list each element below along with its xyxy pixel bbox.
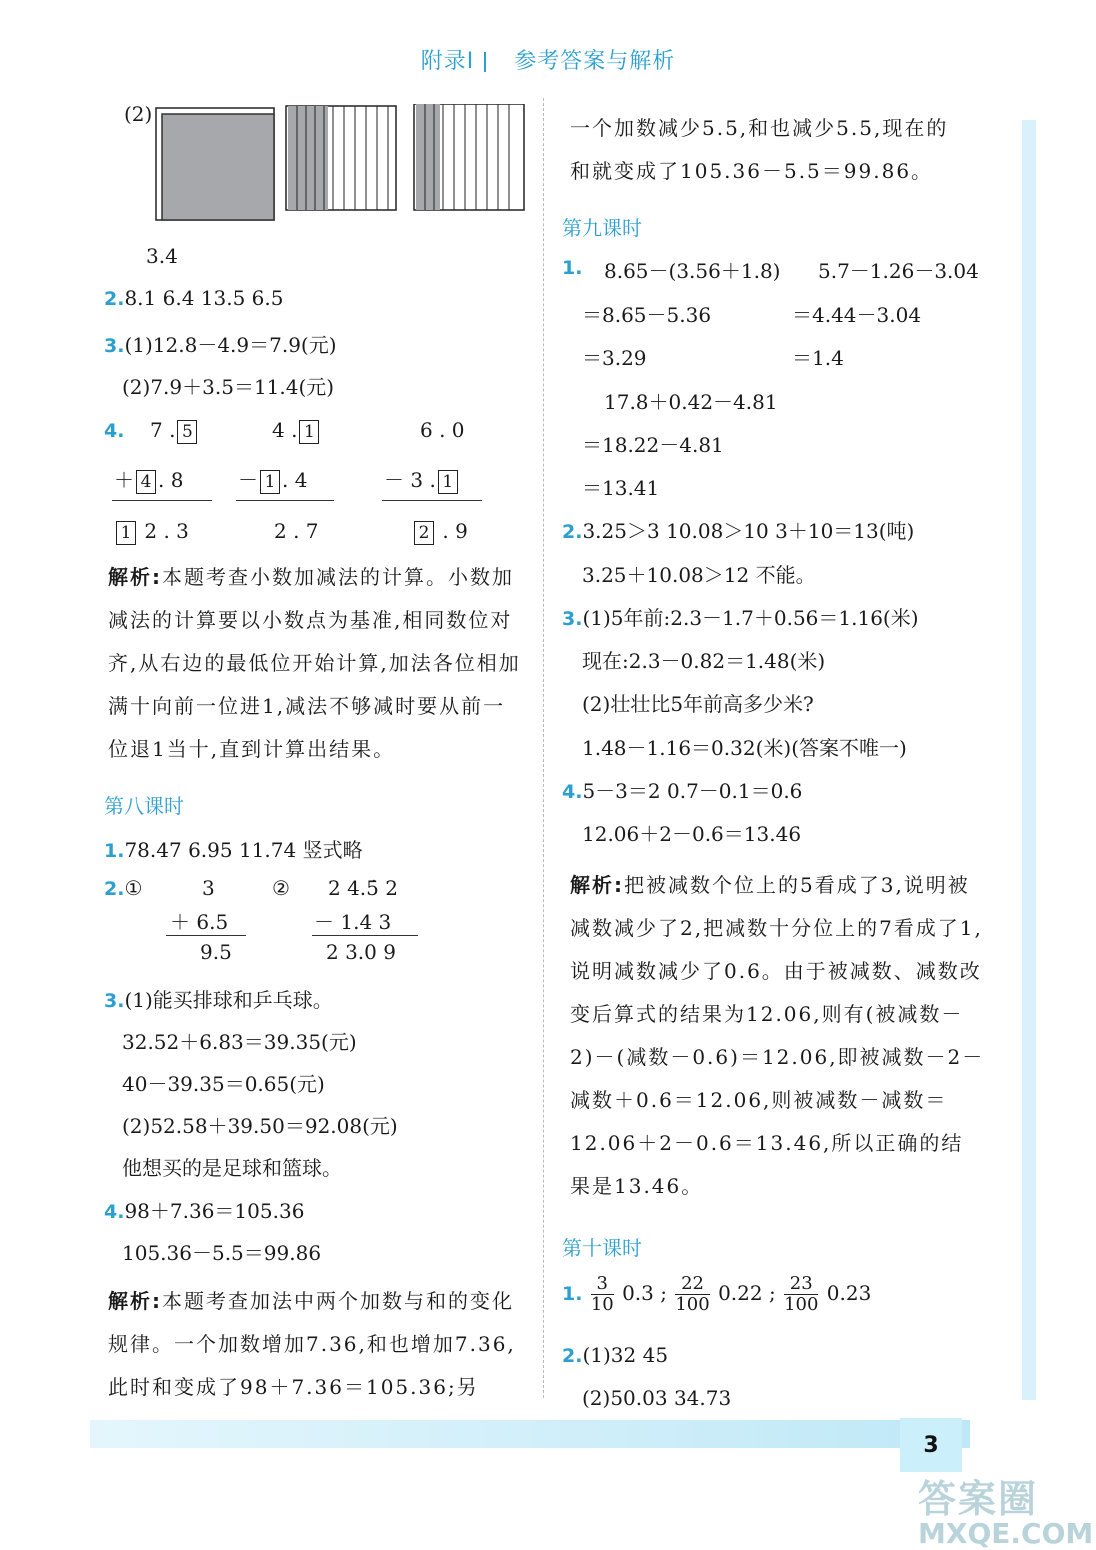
analysis-2-label: 解析:	[108, 1289, 162, 1313]
q2-number: 2.	[104, 288, 125, 310]
fraction-2-denominator: 100	[675, 1294, 710, 1315]
s9-q2-text1: 3.25＞3 10.08＞10 3＋10＝13(吨)	[582, 519, 915, 543]
q4b-row2-text: . 4	[282, 468, 308, 492]
s8-q2-number: 2.	[104, 878, 125, 900]
q4b-op: －	[238, 468, 258, 492]
s8-q2a-result: 9.5	[200, 940, 232, 964]
s9-q1-number: 1.	[562, 257, 583, 279]
s8-q1-text: 78.47 6.95 11.74 竖式略	[124, 838, 363, 862]
analysis-1-label: 解析:	[108, 565, 162, 589]
fraction-3-denominator: 100	[784, 1294, 819, 1315]
analysis-1-text: 本题考查小数加减法的计算。小数加减法的计算要以小数点为基准,相同数位对齐,从右边的最低位开始计算,加法各位相加满十向前一位进1,减法不够减时要从前一位退1当十,直到计算出结果。	[108, 565, 521, 761]
fraction-2	[675, 1274, 709, 1315]
fraction-3-numerator: 23	[789, 1273, 813, 1294]
s9-q1-l1b: 5.7－1.26－3.04	[818, 259, 979, 283]
q4b-row2	[238, 464, 307, 494]
q4c-rule	[382, 500, 482, 501]
s8-q2a-rule	[166, 935, 246, 936]
s9-q2-line1	[562, 515, 914, 544]
s9-q1-l6: ＝13.41	[582, 476, 660, 500]
page-number: 3	[900, 1418, 962, 1472]
q4a-row1-box: 5	[177, 420, 197, 444]
watermark	[918, 1468, 1093, 1550]
q3-text1: (1)12.8－4.9＝7.9(元)	[124, 333, 337, 357]
q1-label: (2)	[124, 102, 153, 126]
s9-q3-text3: (2)壮壮比5年前高多少米?	[582, 692, 814, 716]
s8-q3-text5: 他想买的是足球和篮球。	[122, 1156, 342, 1180]
analysis-3-label: 解析:	[570, 873, 624, 897]
watermark-line2: MXQE.COM	[918, 1517, 1094, 1550]
right-margin-bar	[1022, 120, 1036, 1400]
s8-q2a-row2-text: 6.5	[196, 910, 229, 934]
s8-q2a-row2	[170, 906, 228, 935]
s10-q2-number: 2.	[562, 1345, 583, 1367]
s9-q3-text2: 现在:2.3－0.82＝1.48(米)	[582, 649, 826, 673]
q4a-op: ＋	[114, 468, 134, 492]
fraction-1-denominator: 10	[590, 1294, 614, 1315]
s10-q2-text1: (1)32 45	[582, 1343, 669, 1367]
q4b-row1-box: 1	[299, 420, 319, 444]
s8-q4-number: 4.	[104, 1201, 125, 1223]
analysis-block-1	[108, 556, 523, 771]
s9-q1-l5: ＝18.22－4.81	[582, 433, 724, 457]
analysis-3-text: 把被减数个位上的5看成了3,说明被减数减少了2,把减数十分位上的7看成了1,说明减数减少了0.6。由于被减数、减数改变后算式的结果为12.06,则有(被减数－2)－(减数－0.6)＝12.06,即被减数－2－减数＋0.6＝12.06,则被减数－减数＝12.06＋2－0.6＝13.46,所以正确的结果是13.46。	[570, 873, 985, 1198]
q2-text: 8.1 6.4 13.5 6.5	[124, 286, 284, 310]
column-divider	[543, 98, 544, 1398]
header-title: 参考答案与解析	[514, 49, 676, 74]
q4-number	[104, 418, 124, 442]
s10-q1-value2: 0.22 ;	[718, 1281, 776, 1305]
header-separator	[484, 52, 486, 72]
s9-q3-line1	[562, 602, 919, 631]
q4c-row1: 6 . 0	[420, 418, 465, 442]
q4a-rule	[112, 500, 212, 501]
s8-q3-line1	[104, 984, 333, 1013]
q3-number: 3.	[104, 335, 125, 357]
analysis-2-text: 本题考查加法中两个加数与和的变化规律。一个加数增加7.36,和也增加7.36,此时和变成了98＋7.36＝105.36;另	[108, 1289, 516, 1399]
q4c-row2-box: 1	[438, 470, 458, 494]
q4c-result-text: . 9	[442, 519, 468, 543]
s9-q4-line1	[562, 775, 802, 804]
s9-q1-l2b: ＝4.44－3.04	[792, 303, 922, 327]
q4c-result	[412, 519, 468, 545]
q4a-row1-text: 7 .	[150, 418, 176, 442]
s8-q2b-rule	[312, 935, 418, 936]
watermark-line1: 答案圈	[918, 1477, 1039, 1521]
q4a-row2-box: 4	[136, 470, 156, 494]
q4b-rule	[236, 500, 334, 501]
s8-q1-number: 1.	[104, 840, 125, 862]
s8-q3-text1: (1)能买排球和乒乓球。	[124, 988, 333, 1012]
s8-q2b-row2	[314, 906, 391, 935]
q4-num: 4.	[104, 420, 125, 442]
s8-q3-number: 3.	[104, 990, 125, 1012]
s9-q1-line1	[562, 255, 582, 279]
s9-q1-l2a: ＝8.65－5.36	[582, 303, 712, 327]
s8-q2-mark2: ②	[272, 876, 290, 900]
q4a-result-box: 1	[116, 521, 136, 545]
s9-q4-text2: 12.06＋2－0.6＝13.46	[582, 822, 802, 846]
section-lesson-9: 第九课时	[562, 216, 642, 240]
s10-q2-line1	[562, 1343, 668, 1367]
fraction-3	[784, 1274, 818, 1315]
q2-line	[104, 286, 283, 310]
analysis-block-3	[570, 864, 985, 1208]
s9-q3-text4: 1.48－1.16＝0.32(米)(答案不唯一)	[582, 736, 907, 760]
s8-q3-text3: 40－39.35＝0.65(元)	[122, 1072, 325, 1096]
decimal-blocks-figure	[150, 104, 530, 224]
fraction-1	[591, 1274, 614, 1315]
q4a-row1	[150, 418, 199, 444]
q4b-row1	[272, 418, 321, 444]
header-appendix: 附录Ⅰ	[420, 49, 475, 74]
s8-q4-line1	[104, 1195, 304, 1224]
q4c-row2	[384, 464, 460, 494]
section-lesson-8: 第八课时	[104, 794, 184, 818]
s8-q2b-op: －	[314, 910, 334, 934]
q4a-row2-text: . 8	[158, 468, 184, 492]
s9-q4-number: 4.	[562, 781, 583, 803]
s10-q1-value3: 0.23	[826, 1281, 872, 1305]
q4a-result	[114, 519, 189, 545]
s8-q2b-result: 2 3.0 9	[326, 940, 396, 964]
s9-q3-number: 3.	[562, 608, 583, 630]
footer-bar	[90, 1420, 970, 1448]
s8-q2b-row2-text: 1.4 3	[340, 910, 392, 934]
q4b-row1-text: 4 .	[272, 418, 298, 442]
fraction-1-numerator: 3	[596, 1273, 608, 1294]
tenths-strips-1	[286, 106, 396, 210]
section-lesson-10: 第十课时	[562, 1236, 642, 1260]
tenths-strips-2	[414, 104, 524, 210]
hundred-square	[156, 108, 274, 220]
fraction-2-numerator: 22	[681, 1273, 704, 1294]
s10-q1-number: 1.	[562, 1283, 583, 1305]
s8-q2b-row1: 2 4.5̇ 2	[328, 876, 398, 900]
s8-q4-text1: 98＋7.36＝105.36	[124, 1199, 305, 1223]
q4a-result-text: 2 . 3	[144, 519, 189, 543]
s9-q1-l4: 17.8＋0.42－4.81	[604, 390, 778, 414]
s9-q4-text1: 5－3＝2 0.7－0.1＝0.6	[582, 779, 803, 803]
s8-q3-text2: 32.52＋6.83＝39.35(元)	[122, 1030, 357, 1054]
s8-q1	[104, 834, 363, 863]
page-header	[0, 44, 1096, 75]
q4b-row2-box: 1	[260, 470, 280, 494]
s8-q2a-op: ＋	[170, 910, 190, 934]
s9-q3-text1: (1)5年前:2.3－1.7＋0.56＝1.16(米)	[582, 606, 919, 630]
s10-q1-value1: 0.3 ;	[622, 1281, 667, 1305]
q4c-result-box: 2	[414, 521, 434, 545]
q4a-row2	[114, 464, 183, 494]
analysis-block-2	[108, 1280, 523, 1409]
s9-q2-number: 2.	[562, 521, 583, 543]
q3-text2: (2)7.9＋3.5＝11.4(元)	[122, 375, 335, 399]
s9-q1-l3b: ＝1.4	[792, 346, 844, 370]
s8-q2-head	[104, 876, 142, 900]
s9-q1-l3a: ＝3.29	[582, 346, 647, 370]
q1-answer: 3.4	[146, 244, 178, 268]
s9-q2-text2: 3.25＋10.08＞12 不能。	[582, 563, 816, 587]
continuation-line1: 一个加数减少5.5,和也减少5.5,现在的	[570, 116, 949, 140]
s10-q2-text2: (2)50.03 34.73	[582, 1386, 732, 1410]
q4c-op: － 3 .	[384, 468, 436, 492]
q4b-result: 2 . 7	[274, 519, 319, 543]
s9-q1-l1a: 8.65－(3.56＋1.8)	[604, 259, 781, 283]
s8-q4-text2: 105.36－5.5＝99.86	[122, 1241, 322, 1265]
continuation-line2: 和就变成了105.36－5.5＝99.86。	[570, 159, 934, 183]
q3-line1	[104, 329, 337, 358]
s8-q3-text4: (2)52.58＋39.50＝92.08(元)	[122, 1114, 398, 1138]
s10-q1	[562, 1274, 871, 1315]
s8-q2a-row1: 3	[202, 876, 215, 900]
s8-q2-mark1: ①	[124, 876, 143, 900]
